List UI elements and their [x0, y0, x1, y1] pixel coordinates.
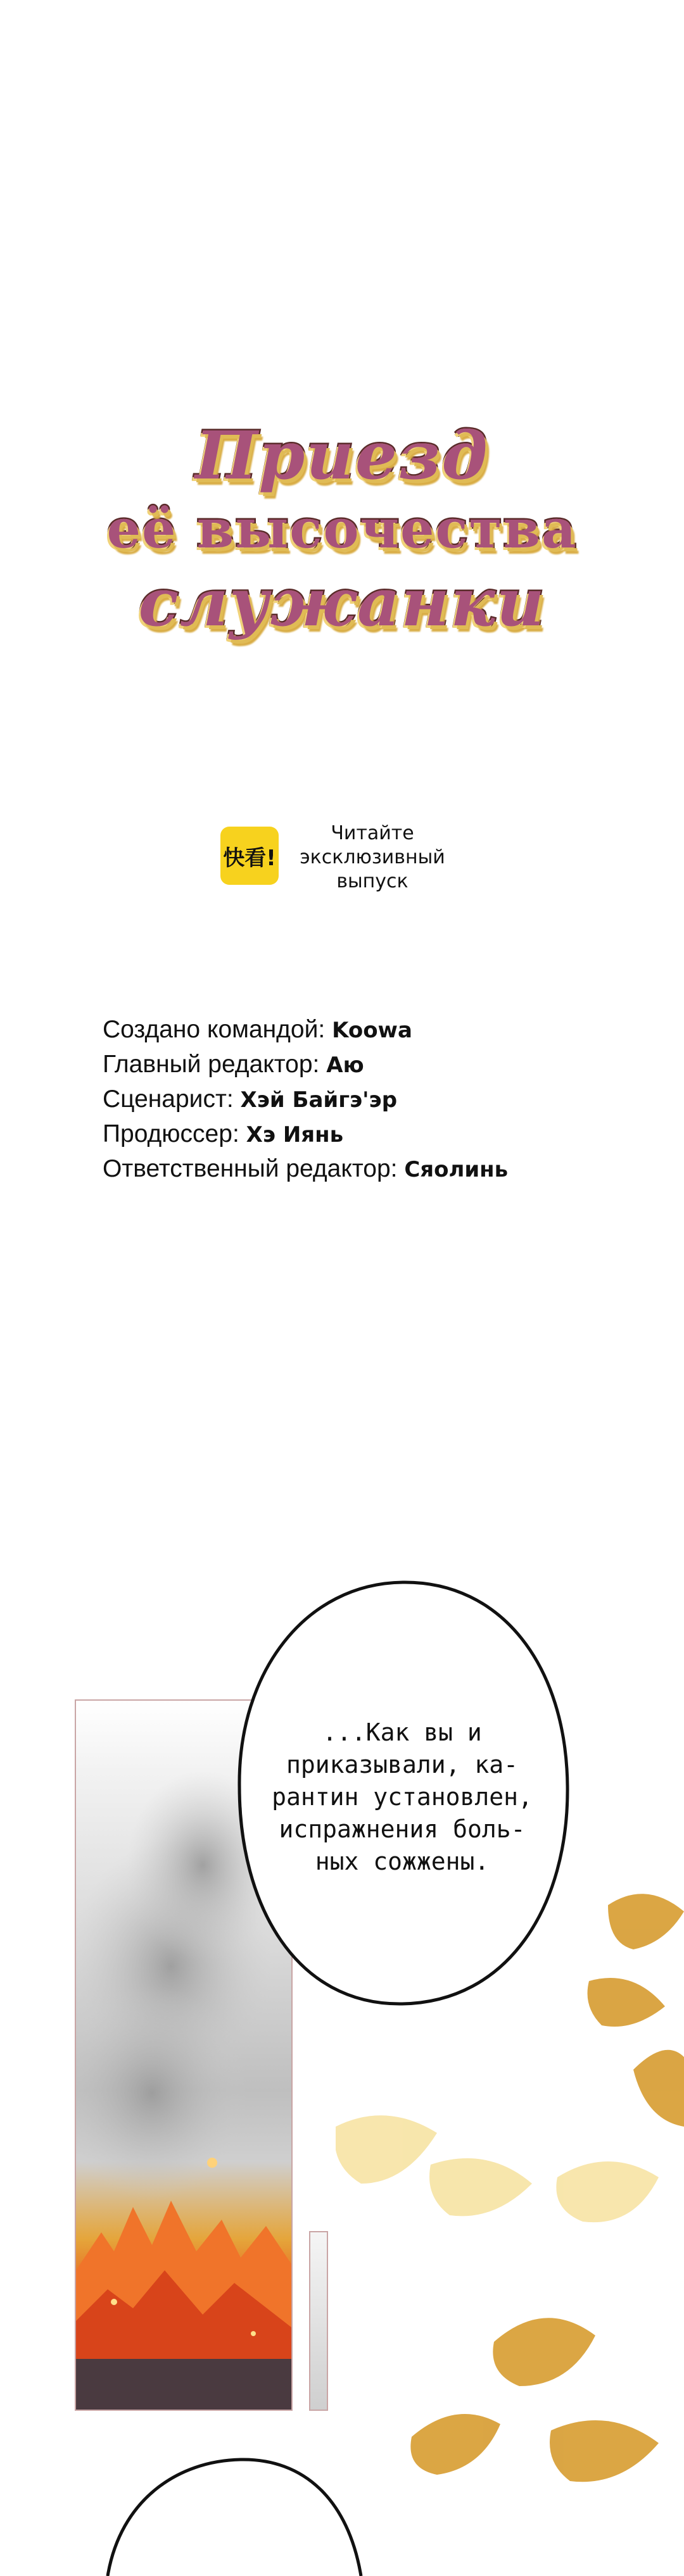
exclusive-line-3: выпуск	[336, 870, 408, 892]
credit-label: Создано командой:	[103, 1016, 326, 1043]
credit-label: Главный редактор:	[103, 1051, 320, 1078]
credit-label: Ответственный редактор:	[103, 1155, 398, 1182]
series-title	[0, 418, 684, 641]
credits-block	[103, 1013, 508, 1187]
credit-label: Сценарист:	[103, 1085, 234, 1113]
credit-value: Koowa	[332, 1018, 412, 1043]
credit-row	[103, 1047, 508, 1082]
credit-row	[103, 1152, 508, 1187]
title-line-3: служанки	[138, 563, 546, 641]
credit-label: Продюссер:	[103, 1120, 239, 1147]
kuaikan-logo: 快看!	[220, 827, 279, 885]
credit-value: Аю	[326, 1053, 364, 1078]
speech-line: ных сожжены.	[315, 1848, 490, 1875]
credit-row	[103, 1082, 508, 1117]
credit-value: Хэ Иянь	[246, 1122, 344, 1147]
credit-row	[103, 1117, 508, 1152]
speech-text	[253, 1716, 551, 1878]
exclusive-line-2: эксклюзивный	[300, 846, 445, 868]
speech-line: рантин установлен,	[272, 1783, 533, 1811]
speech-bubble-partial	[101, 2449, 367, 2576]
title-line-1: Приезд	[195, 416, 489, 494]
speech-line: ...Как вы и	[322, 1718, 482, 1746]
title-line-2: её высочества	[106, 497, 578, 560]
credit-value: Сяолинь	[404, 1157, 509, 1182]
speech-line: приказывали, ка-	[286, 1751, 519, 1779]
credit-row	[103, 1013, 508, 1047]
credit-value: Хэй Байгэ'эр	[240, 1087, 398, 1113]
exclusive-notice	[284, 822, 461, 894]
speech-line: испражнения боль-	[279, 1815, 526, 1843]
exclusive-line-1: Читайте	[331, 822, 414, 844]
narrow-panel	[309, 2231, 328, 2411]
